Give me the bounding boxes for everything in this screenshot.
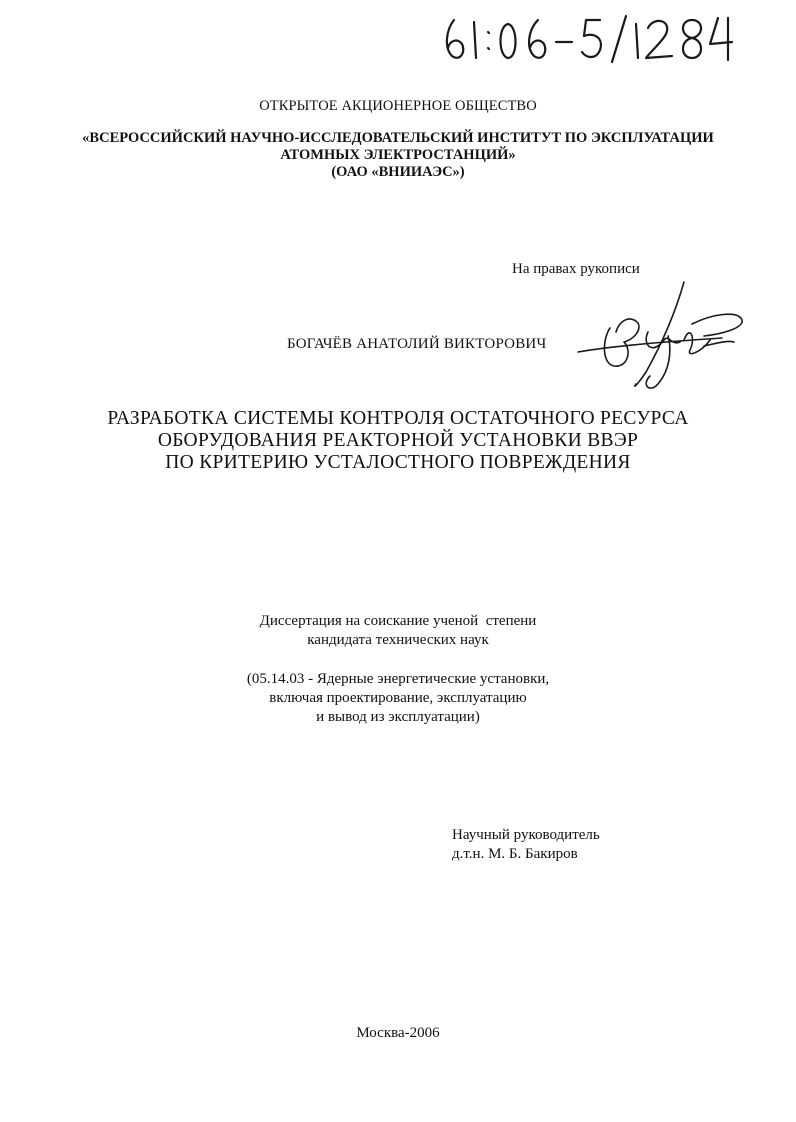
organization-name [0, 130, 796, 181]
title-line: ОБОРУДОВАНИЯ РЕАКТОРНОЙ УСТАНОВКИ ВВЭР [157, 430, 639, 451]
title-line: ПО КРИТЕРИЮ УСТАЛОСТНОГО ПОВРЕЖДЕНИЯ [165, 452, 631, 473]
city-year: Москва-2006 [356, 1025, 440, 1041]
supervisor-label: Научный руководитель [452, 827, 600, 843]
handwritten-archive-code [440, 8, 740, 68]
degree-line: кандидата технических наук [307, 632, 489, 648]
title-line: РАЗРАБОТКА СИСТЕМЫ КОНТРОЛЯ ОСТАТОЧНОГО РЕСУРСА [107, 408, 689, 429]
dissertation-title [0, 408, 796, 474]
degree-line: Диссертация на соискание ученой степени [259, 613, 537, 629]
manuscript-rights-note: На правах рукописи [512, 261, 640, 277]
specialty-line: и вывод из эксплуатации) [316, 709, 480, 725]
specialty-line: включая проектирование, эксплуатацию [269, 690, 527, 706]
scientific-supervisor [452, 826, 600, 864]
specialty-code [0, 670, 796, 727]
organization-type: ОТКРЫТОЕ АКЦИОНЕРНОЕ ОБЩЕСТВО [259, 98, 537, 114]
supervisor-name: д.т.н. М. Б. Бакиров [452, 846, 578, 862]
degree-statement [0, 612, 796, 650]
author-signature [572, 280, 747, 395]
organization-name-line: «ВСЕРОССИЙСКИЙ НАУЧНО-ИССЛЕДОВАТЕЛЬСКИЙ ИНСТИТУТ ПО ЭКСПЛУАТАЦИИ [82, 130, 714, 146]
organization-abbreviation: (ОАО «ВНИИАЭС») [331, 164, 465, 180]
specialty-line: (05.14.03 - Ядерные энергетические установки, [246, 671, 550, 687]
author-name: БОГАЧЁВ АНАТОЛИЙ ВИКТОРОВИЧ [287, 336, 547, 352]
organization-name-line: АТОМНЫХ ЭЛЕКТРОСТАНЦИЙ» [280, 147, 516, 163]
